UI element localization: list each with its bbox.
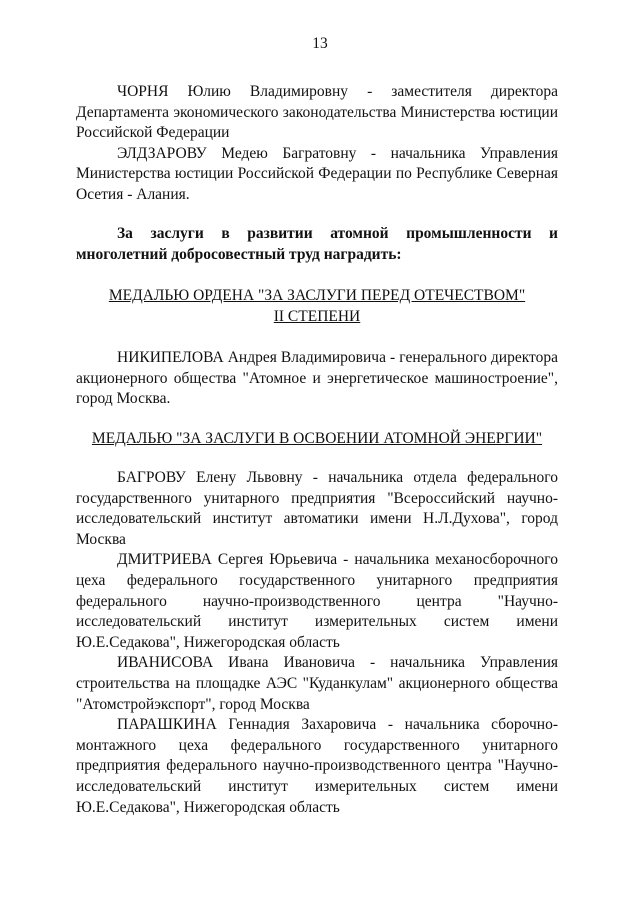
award-intro: За заслуги в развитии атомной промышленности и многолетний добросовестный труд наградить: [76,225,558,263]
entry-bagrova: БАГРОВУ Елену Львовну - начальника отдела федерального государственного унитарного предприятия "Всероссийский научно-исследовательский институт автоматики имени Н.Л.Духова", город Москва [76,469,558,548]
entries-bottom [76,468,558,818]
award-intro-block [76,224,558,265]
entry-eldzarova: ЭЛДЗАРОВУ Медею Багратовну - начальника Управления Министерства юстиции Российской Федерации по Республике Северная Осетия - Алания. [76,144,558,203]
heading-medal-order-line-2: II СТЕПЕНИ [273,308,361,325]
entry-dmitriev: ДМИТРИЕВА Сергея Юрьевича - начальника механосборочного цеха федерального государственного унитарного предприятия федерального научно-производственного центра "Научно-исследовательский институт измерительных систем имени Ю.Е.Седакова", Нижегородская область [76,551,558,651]
entry-nikipelov-block [76,348,558,410]
entry-ivanisov: ИВАНИСОВА Ивана Ивановича - начальника Управления строительства на площадке АЭС "Куданкулам" акционерного общества "Атомстройэкспорт", город Москва [76,654,558,713]
heading-medal-atomic-energy: МЕДАЛЬЮ "ЗА ЗАСЛУГИ В ОСВОЕНИИ АТОМНОЙ ЭНЕРГИИ" [91,430,543,447]
entry-nikipelov: НИКИПЕЛОВА Андрея Владимировича - генерального директора акционерного общества "Атомное и энергетическое машиностроение", город Москва. [76,349,558,408]
entry-chornya: ЧОРНЯ Юлию Владимировну - заместителя директора Департамента экономического законодательства Министерства юстиции Российской Федерации [76,83,558,142]
entry-parashkin: ПАРАШКИНА Геннадия Захаровича - начальника сборочно-монтажного цеха федерального государственного унитарного предприятия федерального научно-производственного центра "Научно-исследовательский институт измерительных систем имени Ю.Е.Седакова", Нижегородская область [76,716,558,816]
heading-medal-order-line-1: МЕДАЛЬЮ ОРДЕНА "ЗА ЗАСЛУГИ ПЕРЕД ОТЕЧЕСТВОМ" [108,287,526,304]
entries-top [76,82,558,206]
page-number: 13 [312,35,328,52]
